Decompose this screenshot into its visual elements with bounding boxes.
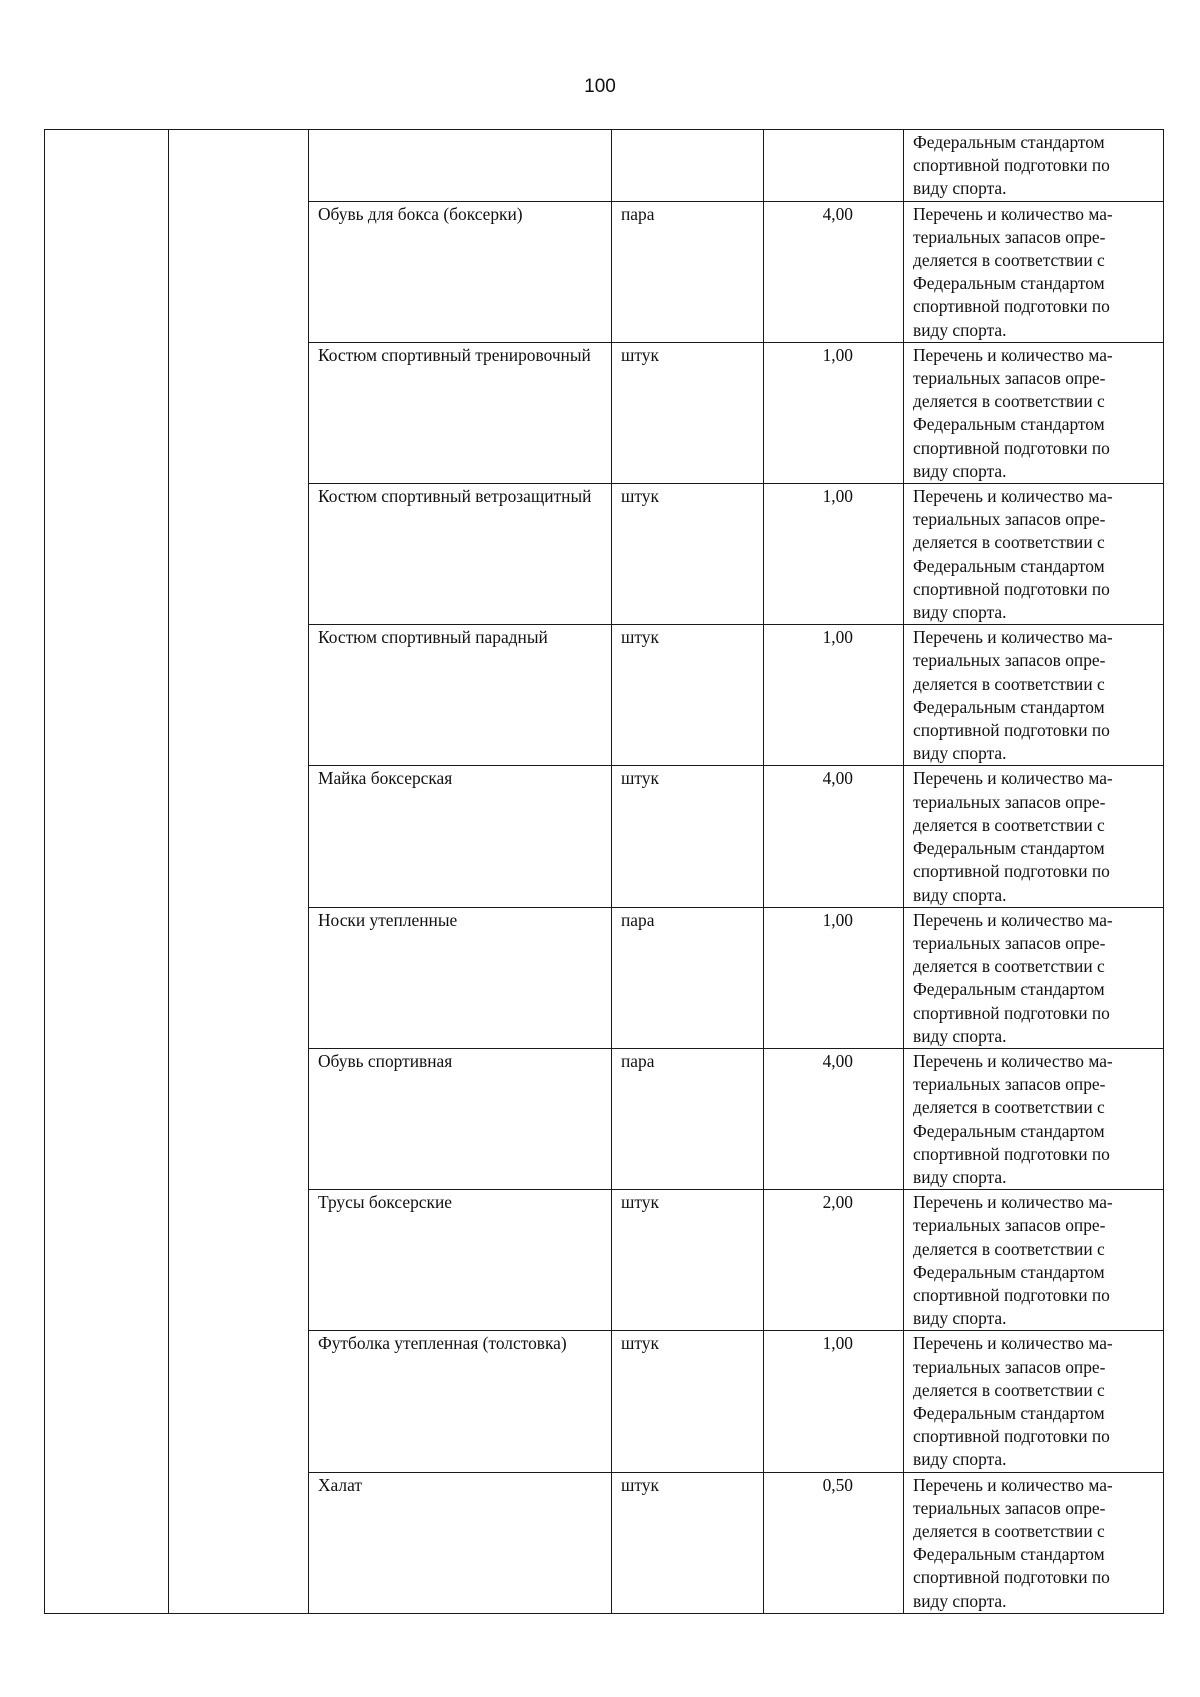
note-line: виду спорта.: [913, 1449, 1007, 1470]
quantity-cell: 1,00: [764, 484, 904, 625]
note-line: Перечень и количество ма-: [913, 627, 1113, 648]
note-line: спортивной подготовки по: [913, 1002, 1110, 1023]
note-line: Федеральным стандартом: [913, 132, 1105, 152]
note-cell: [904, 130, 1164, 202]
note-line: Федеральным стандартом: [913, 555, 1105, 576]
note-line: деляется в соответствии с: [913, 814, 1105, 835]
note-line: Перечень и количество ма-: [913, 1192, 1113, 1213]
note-cell: [904, 1472, 1164, 1613]
note-line: деляется в соответствии с: [913, 250, 1105, 271]
unit-cell: штук: [612, 342, 764, 483]
note-line: деляется в соответствии с: [913, 673, 1105, 694]
note-line: спортивной подготовки по: [913, 1284, 1110, 1305]
table-row-continued: [45, 130, 1164, 202]
note-line: спортивной подготовки по: [913, 296, 1110, 317]
note-line: виду спорта.: [913, 1308, 1007, 1329]
page-number: 100: [584, 76, 616, 97]
note-line: спортивной подготовки по: [913, 437, 1110, 458]
note-line: спортивной подготовки по: [913, 1426, 1110, 1447]
unit-cell: [612, 130, 764, 202]
note-cell: [904, 484, 1164, 625]
equipment-table: [44, 129, 1164, 1614]
note-cell: [904, 766, 1164, 907]
note-line: Федеральным стандартом: [913, 979, 1105, 1000]
item-name-cell: [309, 130, 612, 202]
note-cell: [904, 1048, 1164, 1189]
merged-cell-col-1: [45, 130, 169, 1614]
note-line: Федеральным стандартом: [913, 1544, 1105, 1565]
note-line: деляется в соответствии с: [913, 1520, 1105, 1541]
note-line: виду спорта.: [913, 319, 1007, 340]
note-line: териальных запасов опре-: [913, 368, 1106, 389]
note-line: Перечень и количество ма-: [913, 486, 1113, 507]
note-line: виду спорта.: [913, 178, 1007, 199]
quantity-cell: 4,00: [764, 766, 904, 907]
note-line: Федеральным стандартом: [913, 414, 1105, 435]
unit-cell: штук: [612, 625, 764, 766]
note-line: спортивной подготовки по: [913, 1567, 1110, 1588]
note-line: Федеральным стандартом: [913, 1120, 1105, 1141]
note-line: деляется в соответствии с: [913, 1097, 1105, 1118]
item-name-cell: Костюм спортивный ветрозащитный: [309, 484, 612, 625]
note-line: териальных запасов опре-: [913, 1356, 1106, 1377]
unit-cell: штук: [612, 1331, 764, 1472]
item-name-cell: Майка боксерская: [309, 766, 612, 907]
note-line: спортивной подготовки по: [913, 155, 1110, 176]
quantity-cell: 1,00: [764, 1331, 904, 1472]
table-body: [45, 130, 1164, 1614]
note-line: виду спорта.: [913, 743, 1007, 764]
note-cell: [904, 342, 1164, 483]
note-line: териальных запасов опре-: [913, 932, 1106, 953]
note-line: деляется в соответствии с: [913, 532, 1105, 553]
quantity-cell: 4,00: [764, 1048, 904, 1189]
note-line: виду спорта.: [913, 1025, 1007, 1046]
item-name-cell: Костюм спортивный тренировочный: [309, 342, 612, 483]
note-line: спортивной подготовки по: [913, 1143, 1110, 1164]
unit-cell: пара: [612, 201, 764, 342]
note-line: виду спорта.: [913, 884, 1007, 905]
note-line: териальных запасов опре-: [913, 226, 1106, 247]
note-line: деляется в соответствии с: [913, 1238, 1105, 1259]
note-line: Перечень и количество ма-: [913, 1050, 1113, 1071]
note-line: Федеральным стандартом: [913, 1261, 1105, 1282]
unit-cell: пара: [612, 907, 764, 1048]
note-line: спортивной подготовки по: [913, 578, 1110, 599]
item-name-cell: Обувь для бокса (боксерки): [309, 201, 612, 342]
note-line: териальных запасов опре-: [913, 1074, 1106, 1095]
item-name-cell: Халат: [309, 1472, 612, 1613]
note-line: деляется в соответствии с: [913, 1379, 1105, 1400]
note-line: Перечень и количество ма-: [913, 344, 1113, 365]
unit-cell: пара: [612, 1048, 764, 1189]
note-line: Перечень и количество ма-: [913, 768, 1113, 789]
note-line: териальных запасов опре-: [913, 791, 1106, 812]
item-name-cell: Футболка утепленная (толстовка): [309, 1331, 612, 1472]
unit-cell: штук: [612, 1190, 764, 1331]
unit-cell: штук: [612, 484, 764, 625]
note-line: Перечень и количество ма-: [913, 1474, 1113, 1495]
quantity-cell: [764, 130, 904, 202]
note-cell: [904, 201, 1164, 342]
note-line: Федеральным стандартом: [913, 1402, 1105, 1423]
unit-cell: штук: [612, 1472, 764, 1613]
note-line: териальных запасов опре-: [913, 650, 1106, 671]
quantity-cell: 2,00: [764, 1190, 904, 1331]
note-cell: [904, 907, 1164, 1048]
note-line: спортивной подготовки по: [913, 861, 1110, 882]
note-cell: [904, 625, 1164, 766]
note-cell: [904, 1331, 1164, 1472]
merged-cell-col-2: [169, 130, 309, 1614]
quantity-cell: 1,00: [764, 907, 904, 1048]
note-line: Федеральным стандартом: [913, 273, 1105, 294]
note-line: виду спорта.: [913, 460, 1007, 481]
quantity-cell: 4,00: [764, 201, 904, 342]
note-line: деляется в соответствии с: [913, 391, 1105, 412]
item-name-cell: Трусы боксерские: [309, 1190, 612, 1331]
quantity-cell: 1,00: [764, 342, 904, 483]
note-line: Перечень и количество ма-: [913, 1333, 1113, 1354]
note-line: виду спорта.: [913, 602, 1007, 623]
note-line: виду спорта.: [913, 1166, 1007, 1187]
quantity-cell: 1,00: [764, 625, 904, 766]
quantity-cell: 0,50: [764, 1472, 904, 1613]
note-line: спортивной подготовки по: [913, 720, 1110, 741]
item-name-cell: Костюм спортивный парадный: [309, 625, 612, 766]
note-line: Перечень и количество ма-: [913, 909, 1113, 930]
note-line: Перечень и количество ма-: [913, 203, 1113, 224]
item-name-cell: Носки утепленные: [309, 907, 612, 1048]
note-line: териальных запасов опре-: [913, 1215, 1106, 1236]
note-line: Федеральным стандартом: [913, 696, 1105, 717]
note-line: териальных запасов опре-: [913, 509, 1106, 530]
unit-cell: штук: [612, 766, 764, 907]
note-line: деляется в соответствии с: [913, 956, 1105, 977]
note-line: виду спорта.: [913, 1590, 1007, 1611]
note-line: териальных запасов опре-: [913, 1497, 1106, 1518]
item-name-cell: Обувь спортивная: [309, 1048, 612, 1189]
note-line: Федеральным стандартом: [913, 838, 1105, 859]
note-cell: [904, 1190, 1164, 1331]
